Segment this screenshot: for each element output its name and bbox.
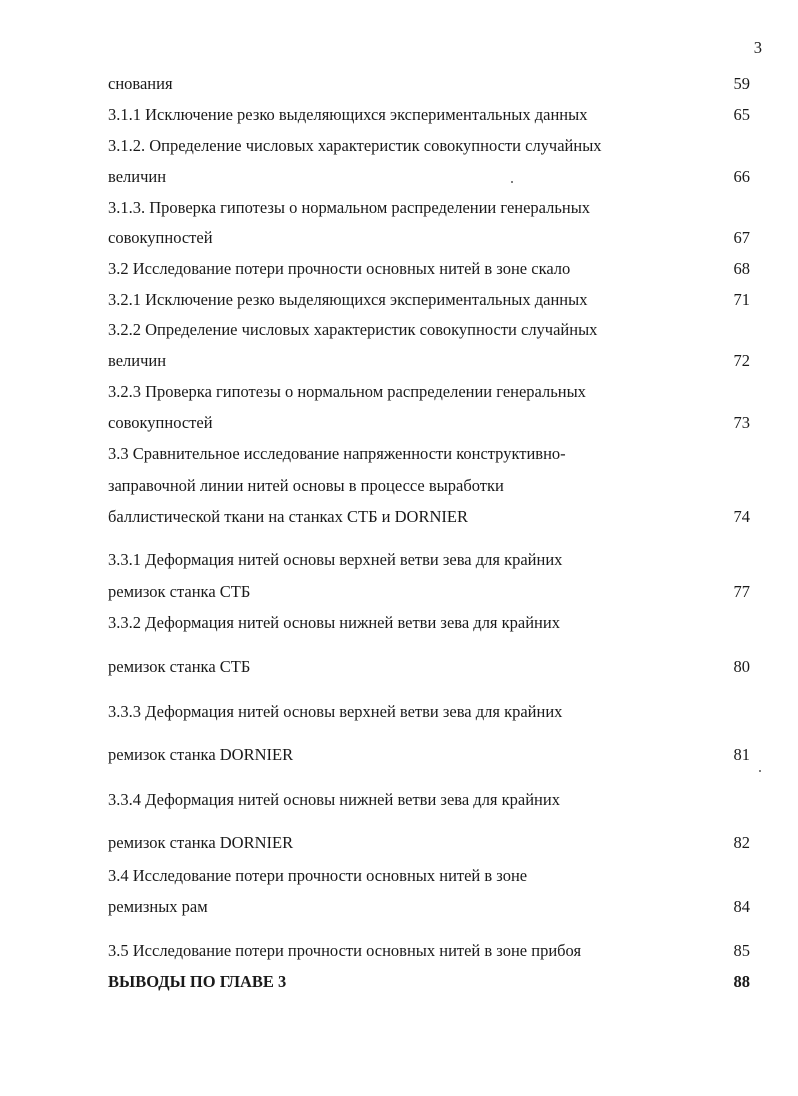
toc-line-text: 3.2.1 Исключение резко выделяющихся экспериментальных данных [108,290,588,309]
toc-line-text: 3.3.3 Деформация нитей основы верхней ветви зева для крайних [108,702,563,721]
toc-line-text: 3.1.2. Определение числовых характеристик совокупности случайных [108,136,602,155]
toc-line [108,895,750,919]
toc-page-number: 66 [733,167,750,186]
toc-line-text: 3.3 Сравнительное исследование напряженности конструктивно- [108,444,566,463]
toc-page-number: 77 [733,582,750,601]
toc-line [108,349,750,373]
toc-page-number: 73 [733,413,750,432]
toc-line [108,743,750,767]
scan-speck [511,181,513,183]
toc-line-text: 3.4 Исследование потери прочности основных нитей в зоне [108,866,528,885]
toc-line-text: 3.2 Исследование потери прочности основных нитей в зоне скало [108,259,571,278]
toc-line-text: 3.1.3. Проверка гипотезы о нормальном распределении генеральных [108,198,591,217]
toc-line [108,72,750,96]
toc-line [108,580,750,604]
toc-line [108,505,750,529]
toc-page-number: 85 [733,941,750,960]
toc-line-text: ремизок станка DORNIER [108,745,294,764]
toc-line-text: баллистической ткани на станках СТБ и DORNIER [108,507,468,526]
toc-line-text: 3.2.3 Проверка гипотезы о нормальном распределении генеральных [108,382,586,401]
toc-line-text: величин [108,167,167,186]
toc-line [108,700,750,724]
toc-line [108,939,750,963]
toc-line [108,655,750,679]
page-number: 3 [753,38,762,57]
toc-line [108,380,750,404]
toc-line-text: ВЫВОДЫ ПО ГЛАВЕ 3 [108,972,287,991]
toc-page-number: 88 [733,972,750,991]
toc-page-number: 84 [733,897,750,916]
toc-line-text: ремизок станка DORNIER [108,833,294,852]
toc-page-number: 72 [733,351,750,370]
toc-page-number: 71 [733,290,750,309]
toc-line [108,318,750,342]
toc-page-number: 74 [733,507,750,526]
toc-line-text: величин [108,351,167,370]
toc-line [108,864,750,888]
toc-line [108,196,750,220]
toc-line-text: заправочной линии нитей основы в процессе выработки [108,476,504,495]
toc-page-number: 80 [733,657,750,676]
toc-line [108,134,750,158]
toc-line [108,226,750,250]
toc-line [108,611,750,635]
toc-line-text: ремизок станка СТБ [108,582,251,601]
toc-line-text: 3.1.1 Исключение резко выделяющихся экспериментальных данных [108,105,588,124]
toc-line-text: 3.3.4 Деформация нитей основы нижней ветви зева для крайних [108,790,560,809]
toc-page-number: 65 [733,105,750,124]
toc-line [108,165,750,189]
toc-line-text: ремизных рам [108,897,208,916]
toc-line-text: 3.3.1 Деформация нитей основы верхней ветви зева для крайних [108,550,563,569]
toc-line-text: совокупностей [108,228,213,247]
toc-line [108,548,750,572]
toc-line-text: ремизок станка СТБ [108,657,251,676]
toc-line-text: 3.3.2 Деформация нитей основы нижней ветви зева для крайних [108,613,560,632]
toc-line [108,831,750,855]
toc-page-number: 67 [733,228,750,247]
toc-line [108,103,750,127]
toc-line-text: снования [108,74,173,93]
toc-page-number: 59 [733,74,750,93]
toc-page-number: 68 [733,259,750,278]
toc-line [108,288,750,312]
toc-line [108,411,750,435]
toc-line [108,788,750,812]
toc-page-number: 82 [733,833,750,852]
toc-line [108,442,750,466]
toc-line [108,257,750,281]
toc-line [108,474,750,498]
toc-line-text: совокупностей [108,413,213,432]
toc-page-number: 81 [733,745,750,764]
scan-speck [759,770,761,772]
toc-line-text: 3.2.2 Определение числовых характеристик совокупности случайных [108,320,598,339]
toc-line-text: 3.5 Исследование потери прочности основных нитей в зоне прибоя [108,941,582,960]
toc-line-chapter-conclusions [108,970,750,994]
